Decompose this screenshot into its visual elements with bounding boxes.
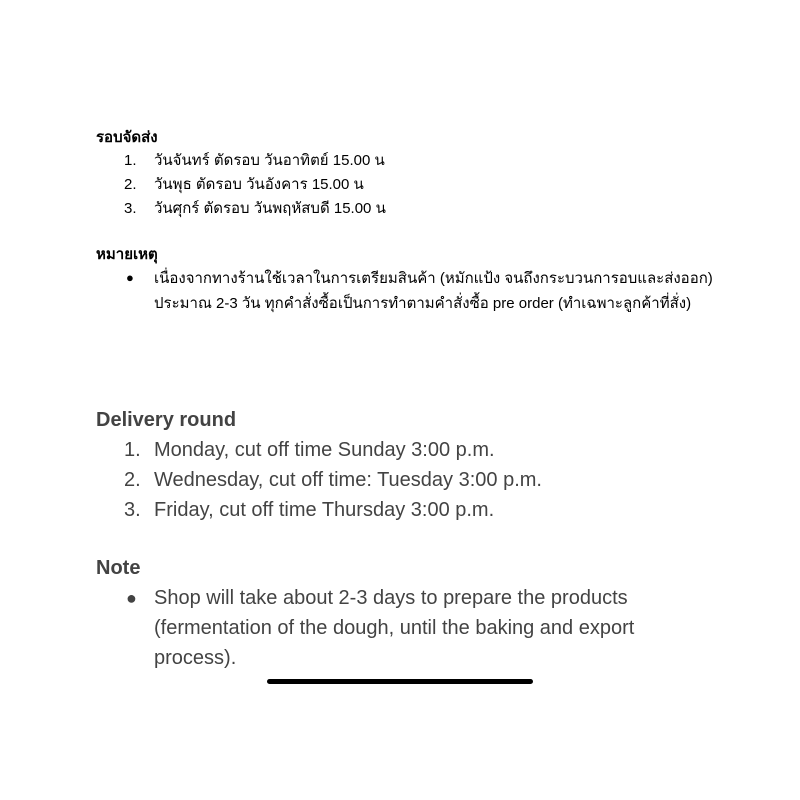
list-item-text: วันจันทร์ ตัดรอบ วันอาทิตย์ 15.00 น xyxy=(154,152,385,169)
list-item-text: เนื่องจากทางร้านใช้เวลาในการเตรียมสินค้า (หมักแป้ง จนถึงกระบวนการอบและส่งออก) ประมาณ 2-3 วัน ทุกคำสั่งซื้อเป็นการทำตามคำสั่งซื้อ pre order (ทำเฉพาะลูกค้าที่สั่ง) xyxy=(154,270,713,312)
list-item-text: วันศุกร์ ตัดรอบ วันพฤหัสบดี 15.00 น xyxy=(154,200,386,217)
list-item xyxy=(96,197,386,221)
list-item xyxy=(96,495,542,525)
english-delivery-section xyxy=(96,405,542,525)
list-item xyxy=(96,583,714,673)
list-marker: 2. xyxy=(124,469,141,491)
list-marker: 2. xyxy=(124,176,137,193)
home-indicator-bar[interactable] xyxy=(267,679,533,684)
list-marker: 1. xyxy=(124,439,141,461)
list-marker: 3. xyxy=(124,200,137,217)
list-item-text: Wednesday, cut off time: Tuesday 3:00 p.m. xyxy=(154,469,542,491)
bullet-icon: ● xyxy=(126,588,137,608)
thai-note-heading: หมายเหตุ xyxy=(96,246,158,263)
english-note-section xyxy=(96,553,714,673)
list-item-text: วันพุธ ตัดรอบ วันอังคาร 15.00 น xyxy=(154,176,364,193)
list-item xyxy=(96,465,542,495)
list-item xyxy=(96,149,386,173)
thai-note-section xyxy=(96,244,714,316)
list-item-text: Shop will take about 2-3 days to prepare the products (fermentation of the dough, until the baking and export process). xyxy=(154,587,635,669)
list-item xyxy=(96,266,714,316)
english-note-heading: Note xyxy=(96,557,141,579)
english-delivery-heading: Delivery round xyxy=(96,409,237,431)
thai-delivery-heading: รอบจัดส่ง xyxy=(96,129,158,146)
english-delivery-list xyxy=(96,435,542,525)
bullet-icon: ● xyxy=(126,270,134,285)
list-marker: 3. xyxy=(124,499,141,521)
list-item-text: Friday, cut off time Thursday 3:00 p.m. xyxy=(154,499,495,521)
thai-delivery-section xyxy=(96,127,386,221)
list-item-text: Monday, cut off time Sunday 3:00 p.m. xyxy=(154,439,495,461)
english-note-list xyxy=(96,583,714,673)
list-marker: 1. xyxy=(124,152,137,169)
list-item xyxy=(96,173,386,197)
list-item xyxy=(96,435,542,465)
thai-note-list xyxy=(96,266,714,316)
thai-delivery-list xyxy=(96,149,386,221)
